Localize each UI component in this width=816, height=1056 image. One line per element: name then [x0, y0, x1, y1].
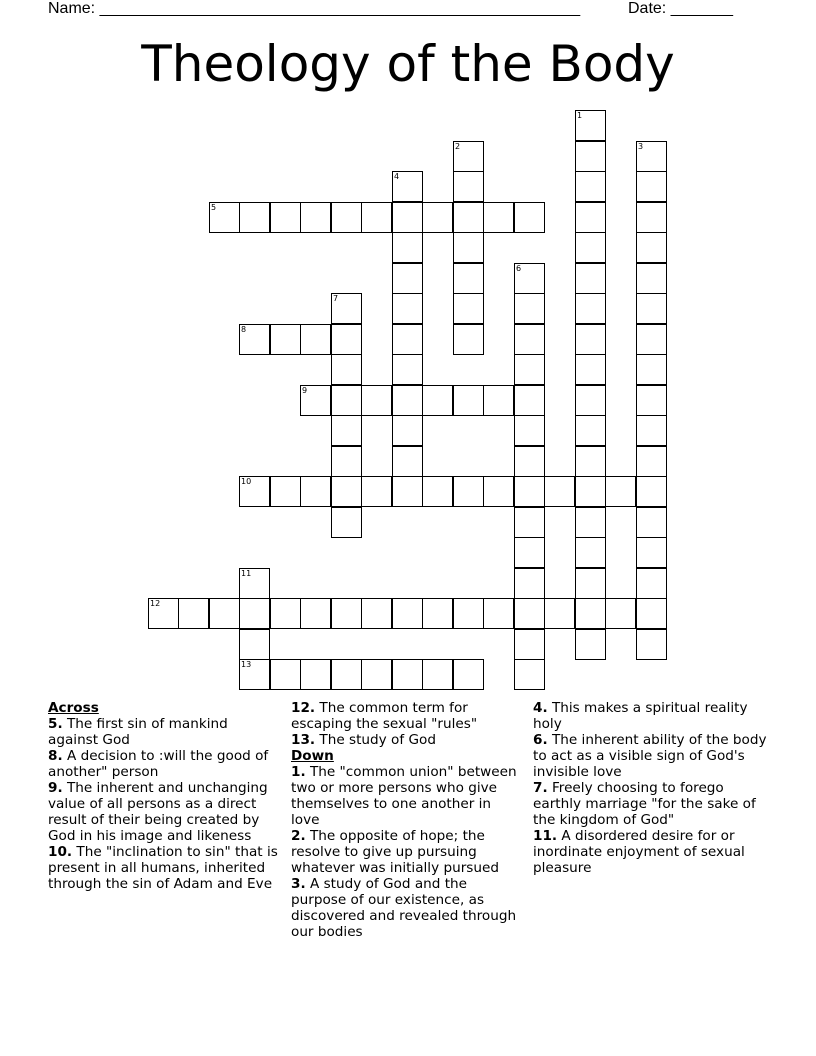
grid-cell[interactable]	[209, 202, 240, 233]
grid-cell[interactable]	[575, 385, 606, 416]
clue-text: The common term for escaping the sexual "rules"	[291, 700, 478, 732]
grid-cell[interactable]	[636, 385, 667, 416]
grid-cell[interactable]	[453, 476, 484, 507]
grid-cell[interactable]	[453, 171, 484, 202]
cell-number: 7	[333, 294, 339, 303]
grid-cell[interactable]	[575, 293, 606, 324]
grid-cell[interactable]	[514, 446, 545, 477]
grid-cell[interactable]	[575, 446, 606, 477]
clue-down-4	[533, 700, 773, 732]
grid-cell[interactable]	[575, 415, 606, 446]
grid-cell[interactable]	[270, 598, 301, 629]
grid-cell[interactable]	[239, 598, 270, 629]
clue-number: 4.	[533, 700, 548, 716]
grid-cell[interactable]	[514, 354, 545, 385]
grid-cell[interactable]	[361, 385, 392, 416]
date-field-label[interactable]: Date: _______	[628, 0, 733, 17]
down-heading: Down	[291, 748, 334, 764]
grid-cell[interactable]	[270, 202, 301, 233]
cell-number: 13	[241, 660, 252, 669]
grid-cell[interactable]	[544, 598, 575, 629]
grid-cell[interactable]	[422, 385, 453, 416]
grid-cell[interactable]	[636, 141, 667, 172]
name-field-label[interactable]: Name: ______________________________________________________	[48, 0, 581, 17]
grid-cell[interactable]	[239, 202, 270, 233]
clue-number: 8.	[48, 748, 63, 764]
grid-cell[interactable]	[331, 446, 362, 477]
grid-cell[interactable]	[239, 629, 270, 660]
cell-number: 12	[150, 599, 161, 608]
clue-number: 1.	[291, 764, 306, 780]
grid-cell[interactable]	[453, 385, 484, 416]
clue-number: 11.	[533, 828, 558, 844]
clue-down-11	[533, 828, 773, 876]
grid-cell[interactable]	[453, 263, 484, 294]
grid-cell[interactable]	[239, 568, 270, 599]
clue-across-5	[48, 716, 280, 748]
grid-cell[interactable]	[361, 202, 392, 233]
grid-cell[interactable]	[331, 354, 362, 385]
grid-cell[interactable]	[300, 324, 331, 355]
grid-cell[interactable]	[331, 507, 362, 538]
grid-cell[interactable]	[575, 507, 606, 538]
grid-cell[interactable]	[636, 568, 667, 599]
clue-across-8	[48, 748, 280, 780]
grid-cell[interactable]	[514, 537, 545, 568]
grid-cell[interactable]	[514, 629, 545, 660]
clue-text: A decision to :will the good of another" person	[48, 748, 269, 780]
grid-cell[interactable]	[636, 629, 667, 660]
grid-cell[interactable]	[331, 476, 362, 507]
clue-text: The opposite of hope; the resolve to give up pursuing whatever was initially pursued	[291, 828, 499, 876]
grid-cell[interactable]	[575, 171, 606, 202]
grid-cell[interactable]	[514, 263, 545, 294]
grid-cell[interactable]	[331, 659, 362, 690]
grid-cell[interactable]	[331, 385, 362, 416]
grid-cell[interactable]	[300, 598, 331, 629]
grid-cell[interactable]	[575, 568, 606, 599]
grid-cell[interactable]	[605, 476, 636, 507]
clue-number: 2.	[291, 828, 306, 844]
cell-number: 11	[241, 569, 252, 578]
grid-cell[interactable]	[422, 659, 453, 690]
grid-cell[interactable]	[575, 476, 606, 507]
grid-cell[interactable]	[514, 293, 545, 324]
grid-cell[interactable]	[361, 659, 392, 690]
grid-cell[interactable]	[392, 385, 423, 416]
grid-cell[interactable]	[514, 324, 545, 355]
grid-cell[interactable]	[392, 171, 423, 202]
grid-cell[interactable]	[575, 537, 606, 568]
grid-cell[interactable]	[453, 598, 484, 629]
grid-cell[interactable]	[483, 476, 514, 507]
grid-cell[interactable]	[636, 202, 667, 233]
grid-cell[interactable]	[270, 476, 301, 507]
clue-number: 3.	[291, 876, 306, 892]
clue-text: The first sin of mankind against God	[48, 716, 228, 748]
grid-cell[interactable]	[514, 568, 545, 599]
grid-cell[interactable]	[636, 354, 667, 385]
grid-cell[interactable]	[361, 476, 392, 507]
grid-cell[interactable]	[392, 446, 423, 477]
clues-column-2	[291, 700, 523, 940]
grid-cell[interactable]	[575, 263, 606, 294]
grid-cell[interactable]	[392, 659, 423, 690]
grid-cell[interactable]	[331, 598, 362, 629]
grid-cell[interactable]	[361, 598, 392, 629]
grid-cell[interactable]	[453, 659, 484, 690]
grid-cell[interactable]	[483, 598, 514, 629]
grid-cell[interactable]	[575, 598, 606, 629]
grid-cell[interactable]	[575, 110, 606, 141]
cell-number: 2	[455, 142, 461, 151]
cell-number: 1	[577, 111, 583, 120]
grid-cell[interactable]	[453, 293, 484, 324]
grid-cell[interactable]	[544, 476, 575, 507]
grid-cell[interactable]	[483, 202, 514, 233]
grid-cell[interactable]	[575, 324, 606, 355]
page-title: Theology of the Body	[141, 35, 675, 93]
grid-cell[interactable]	[453, 202, 484, 233]
grid-cell[interactable]	[300, 659, 331, 690]
grid-cell[interactable]	[636, 293, 667, 324]
cell-number: 9	[302, 386, 308, 395]
grid-cell[interactable]	[178, 598, 209, 629]
clue-number: 13.	[291, 732, 316, 748]
clue-text: The study of God	[315, 732, 436, 748]
grid-cell[interactable]	[636, 507, 667, 538]
clue-across-9	[48, 780, 280, 844]
grid-cell[interactable]	[453, 232, 484, 263]
grid-cell[interactable]	[636, 324, 667, 355]
grid-cell[interactable]	[514, 202, 545, 233]
grid-cell[interactable]	[514, 415, 545, 446]
clue-number: 12.	[291, 700, 316, 716]
grid-cell[interactable]	[422, 202, 453, 233]
clue-down-7	[533, 780, 773, 828]
clue-number: 9.	[48, 780, 63, 796]
clue-number: 7.	[533, 780, 548, 796]
clue-text: The inherent and unchanging value of all persons as a direct result of their being created by God in his image and likeness	[48, 780, 268, 844]
clue-down-3	[291, 876, 523, 940]
grid-cell[interactable]	[300, 202, 331, 233]
cell-number: 8	[241, 325, 247, 334]
grid-cell[interactable]	[392, 415, 423, 446]
clues-column-3	[533, 700, 773, 876]
grid-cell[interactable]	[636, 598, 667, 629]
grid-cell[interactable]	[575, 629, 606, 660]
clue-text: The "common union" between two or more persons who give themselves to one another in love	[291, 764, 517, 828]
grid-cell[interactable]	[270, 324, 301, 355]
grid-cell[interactable]	[331, 415, 362, 446]
clue-text: A study of God and the purpose of our existence, as discovered and revealed through our bodies	[291, 876, 517, 940]
grid-cell[interactable]	[514, 385, 545, 416]
clue-text: A disordered desire for or inordinate enjoyment of sexual pleasure	[533, 828, 745, 876]
cell-number: 6	[516, 264, 522, 273]
grid-cell[interactable]	[392, 202, 423, 233]
grid-cell[interactable]	[392, 598, 423, 629]
clue-number: 10.	[48, 844, 73, 860]
grid-cell[interactable]	[514, 659, 545, 690]
grid-cell[interactable]	[422, 598, 453, 629]
clue-across-12	[291, 700, 523, 732]
grid-cell[interactable]	[148, 598, 179, 629]
clue-number: 5.	[48, 716, 63, 732]
grid-cell[interactable]	[300, 385, 331, 416]
grid-cell[interactable]	[575, 202, 606, 233]
clue-across-13	[291, 732, 523, 748]
grid-cell[interactable]	[483, 385, 514, 416]
cell-number: 5	[211, 203, 217, 212]
grid-cell[interactable]	[636, 415, 667, 446]
grid-cell[interactable]	[331, 324, 362, 355]
clue-number: 6.	[533, 732, 548, 748]
grid-cell[interactable]	[514, 598, 545, 629]
grid-cell[interactable]	[453, 324, 484, 355]
grid-cell[interactable]	[300, 476, 331, 507]
clue-text: The "inclination to sin" that is present in all humans, inherited through the sin of Adam and Eve	[48, 844, 278, 892]
clue-text: The inherent ability of the body to act as a visible sign of God's invisible love	[533, 732, 767, 780]
grid-cell[interactable]	[636, 537, 667, 568]
grid-cell[interactable]	[392, 476, 423, 507]
clue-text: Freely choosing to forego earthly marriage "for the sake of the kingdom of God"	[533, 780, 756, 828]
grid-cell[interactable]	[270, 659, 301, 690]
grid-cell[interactable]	[331, 202, 362, 233]
grid-cell[interactable]	[636, 446, 667, 477]
grid-cell[interactable]	[392, 293, 423, 324]
grid-cell[interactable]	[239, 324, 270, 355]
clue-down-6	[533, 732, 773, 780]
cell-number: 4	[394, 172, 400, 181]
clue-down-1	[291, 764, 523, 828]
grid-cell[interactable]	[239, 476, 270, 507]
grid-cell[interactable]	[422, 476, 453, 507]
grid-cell[interactable]	[453, 141, 484, 172]
grid-cell[interactable]	[331, 293, 362, 324]
grid-cell[interactable]	[605, 598, 636, 629]
grid-cell[interactable]	[392, 354, 423, 385]
grid-cell[interactable]	[392, 232, 423, 263]
clue-down-2	[291, 828, 523, 876]
grid-cell[interactable]	[514, 507, 545, 538]
clue-text: This makes a spiritual reality holy	[533, 700, 748, 732]
grid-cell[interactable]	[239, 659, 270, 690]
cell-number: 10	[241, 477, 252, 486]
grid-cell[interactable]	[575, 354, 606, 385]
grid-cell[interactable]	[636, 171, 667, 202]
grid-cell[interactable]	[636, 476, 667, 507]
grid-cell[interactable]	[392, 263, 423, 294]
grid-cell[interactable]	[392, 324, 423, 355]
grid-cell[interactable]	[575, 232, 606, 263]
clue-across-10	[48, 844, 280, 892]
clues-column-1	[48, 700, 280, 892]
grid-cell[interactable]	[636, 263, 667, 294]
grid-cell[interactable]	[636, 232, 667, 263]
grid-cell[interactable]	[209, 598, 240, 629]
grid-cell[interactable]	[575, 141, 606, 172]
grid-cell[interactable]	[514, 476, 545, 507]
across-heading: Across	[48, 700, 99, 716]
cell-number: 3	[638, 142, 644, 151]
